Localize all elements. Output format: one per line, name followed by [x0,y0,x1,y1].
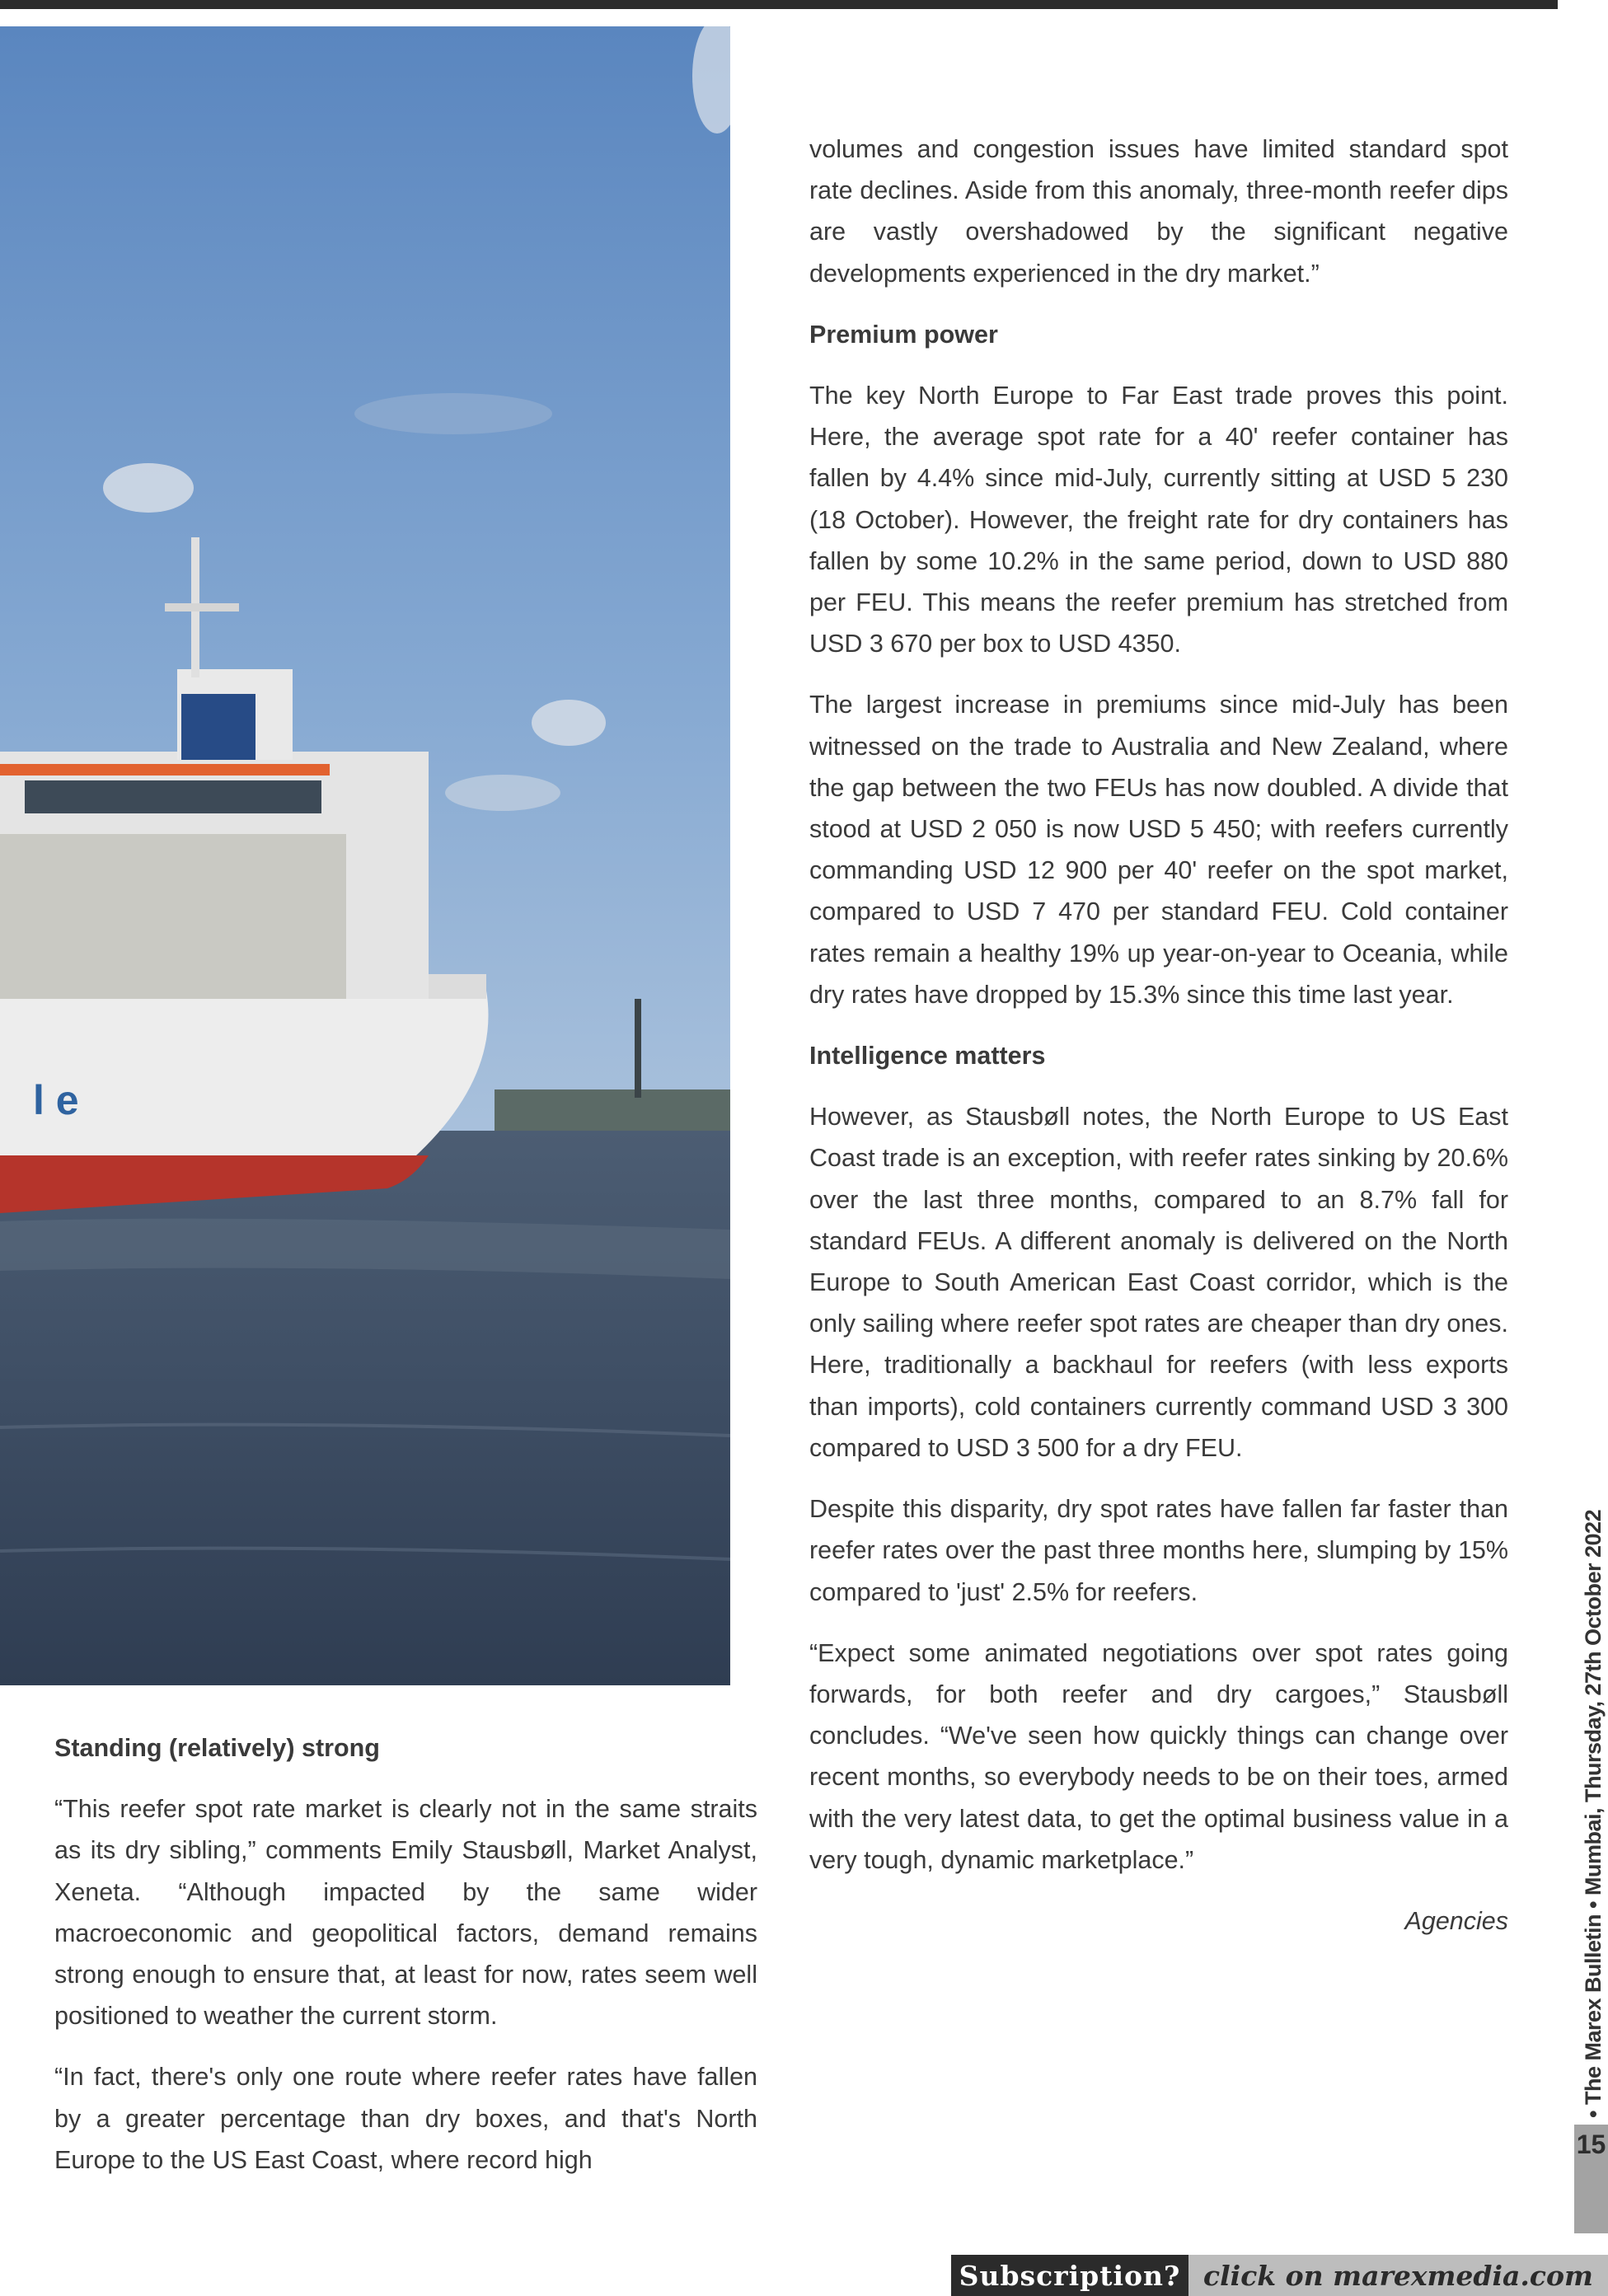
container-ship-photo [0,26,730,1685]
paragraph: “Expect some animated negotiations over spot rates going forwards, for both reefer and dry cargoes,” Stausbøll concludes. “We've seen how quickly things can change over recent months, so everybody needs to be on their toes, armed with the very latest data, to get the optimal business value in a very tough, dynamic marketplace.” [809,1638,1508,1874]
paragraph: The largest increase in premiums since mid-July has been witnessed on the trade to Australia and New Zealand, where the gap between the two FEUs has now doubled. A divide that stood at USD 2 050 is now USD 5 450; with reefers currently commanding USD 12 900 per 40' reefer on the spot market, compared to USD 7 470 per standard FEU. Cold container rates remain a healthy 19% up year-on-year to Oceania, while dry rates have dropped by 15.3% since this time last year. [809,691,1508,1009]
paragraph: However, as Stausbøll notes, the North Europe to US East Coast trade is an exception, with reefer rates sinking by 20.6% over the last three months, compared to an 8.7% fall for standard FEUs. A different anomaly is delivered on the North Europe to South American East Coast corridor, which is the only sailing where reefer spot rates are cheaper than dry ones. Here, traditionally a backhaul for reefers (with less exports than imports), cold containers currently command USD 3 300 compared to USD 3 500 for a dry FEU. [809,1103,1508,1462]
paragraph: The key North Europe to Far East trade proves this point. Here, the average spot rate for a 40' reefer container has fallen by 4.4% since mid-July, currently sitting at USD 5 230 (18 October). However, the freight rate for dry containers has fallen by some 10.2% in the same period, down to USD 880 per FEU. This means the reefer premium has stretched from USD 3 670 per box to USD 4350. [809,382,1508,658]
paragraph: “This reefer spot rate market is clearly not in the same straits as its dry sibling,” comments Emily Stausbøll, Market Analyst, Xeneta. “Although impacted by the same wider macroeconomic and geopolitical factors, demand remains strong enough to ensure that, at least for now, rates seem well positioned to weather the current storm. [54,1795,757,2031]
paragraph: volumes and congestion issues have limited standard spot rate declines. Aside from this anomaly, three-month reefer dips are vastly overshadowed by the significant negative developments experienced in the dry market.” [809,135,1508,288]
ship-illustration [0,26,730,1685]
paragraph: Despite this disparity, dry spot rates have fallen far faster than reefer rates over the past three months here, slumping by 15% compared to 'just' 2.5% for reefers. [809,1495,1508,1606]
section-heading-intelligence-matters: Intelligence matters [809,1042,1046,1071]
running-head: • The Marex Bulletin • Mumbai, Thursday, 27th October 2022 [1581,1509,1606,2118]
page-number: 15 [1576,2130,1606,2159]
svg-text:l e: l e [33,1077,79,1123]
left-column [54,1727,757,2200]
section-heading-standing-strong: Standing (relatively) strong [54,1734,380,1762]
byline: Agencies [1404,1906,1508,1935]
marexmedia-link[interactable]: click on marexmedia.com [1188,2255,1608,2296]
right-column [809,129,1508,1961]
subscription-footer [951,2255,1608,2296]
paragraph: “In fact, there's only one route where reefer rates have fallen by a greater percentage than dry boxes, and that's North Europe to the US East Coast, where record high [54,2063,757,2174]
subscription-button[interactable]: Subscription? [951,2255,1188,2296]
section-heading-premium-power: Premium power [809,320,998,349]
top-rule [0,0,1558,9]
